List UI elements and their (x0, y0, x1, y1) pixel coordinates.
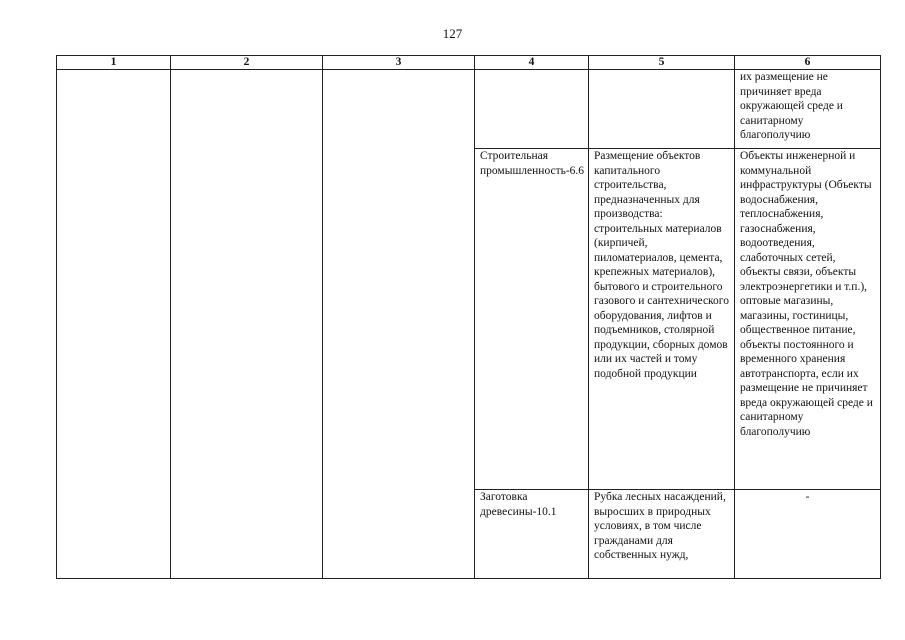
table-header-row (57, 56, 881, 70)
land-use-table (56, 55, 881, 579)
page-number: 127 (442, 26, 463, 41)
cell-permitted-objects: Объекты инженерной и коммунальной инфраструктуры (Объекты водоснабжения, теплоснабжения, газоснабжения, водоотведения, слаботочных сетей, объекты связи, объекты электроэнергетики и т.п.), оптовые магазины, магазины, гостиницы, общественное питание, объекты постоянного и временного хранения автотранспорта, если их размещение не причиняет вреда окружающей среде и санитарному благополучию (735, 149, 881, 490)
column-header-2: 2 (171, 56, 323, 70)
column-header-5: 5 (589, 56, 735, 70)
cell-col1-merged (57, 70, 171, 579)
column-header-6: 6 (735, 56, 881, 70)
cell-land-use-description (589, 70, 735, 149)
cell-land-use-type: Строительная промышленность-6.6 (475, 149, 589, 490)
cell-col3-merged (323, 70, 475, 579)
cell-col2-merged (171, 70, 323, 579)
cell-land-use-description: Рубка лесных насаждений, выросших в природных условиях, в том числе гражданами для собственных нужд, (589, 490, 735, 579)
column-header-4: 4 (475, 56, 589, 70)
cell-permitted-objects: их размещение не причиняет вреда окружающей среде и санитарному благополучию (735, 70, 881, 149)
cell-land-use-type: Заготовка древесины-10.1 (475, 490, 589, 579)
cell-land-use-type (475, 70, 589, 149)
column-header-1: 1 (57, 56, 171, 70)
column-header-3: 3 (323, 56, 475, 70)
cell-permitted-objects: - (735, 490, 881, 579)
cell-land-use-description: Размещение объектов капитального строительства, предназначенных для производства: строительных материалов (кирпичей, пиломатериалов, цемента, крепежных материалов), бытового и строительного газового и сантехнического оборудования, лифтов и подъемников, столярной продукции, сборных домов или их частей и тому подобной продукции (589, 149, 735, 490)
table-row (57, 70, 881, 149)
